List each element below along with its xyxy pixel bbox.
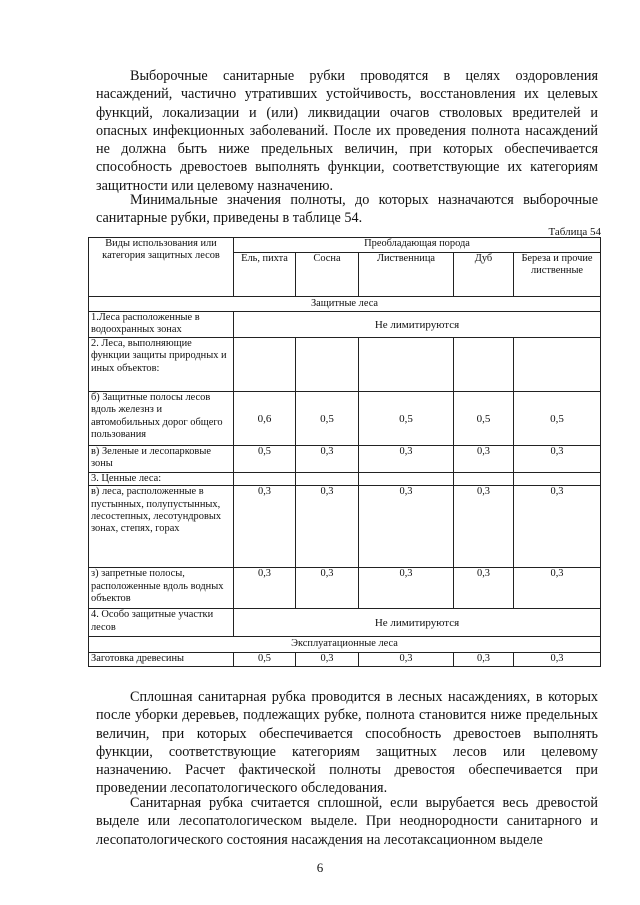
value-cell: 0,3 [296, 486, 359, 568]
table-row [89, 446, 601, 473]
table-row [89, 392, 601, 446]
value-cell: 0,3 [359, 446, 454, 473]
row-label-water-protection: 1.Леса расположенные в водоохранных зонах [89, 312, 234, 338]
row-label-road-strips: б) Защитные полосы лесов вдоль железнз и автомобильных дорог общего пользования [89, 392, 234, 446]
value-cell: 0,3 [296, 652, 359, 666]
value-cell: 0,3 [454, 568, 514, 609]
header-species-birch: Береза и прочие лиственные [514, 253, 601, 297]
value-cell: 0,6 [234, 392, 296, 446]
table-row [89, 312, 601, 338]
value-cell: 0,3 [454, 446, 514, 473]
value-cell: 0,5 [296, 392, 359, 446]
header-species-spruce: Ель, пихта [234, 253, 296, 297]
value-cell: 0,3 [514, 652, 601, 666]
row-label-valuable-forests: 3. Ценные леса: [89, 473, 234, 486]
header-species-pine: Сосна [296, 253, 359, 297]
row-label-timber-harvest: Заготовка древесины [89, 652, 234, 666]
table-row [89, 568, 601, 609]
value-cell: 0,5 [359, 392, 454, 446]
section-exploitation-forests: Эксплуатационные леса [89, 637, 601, 652]
row-label-protective-functions: 2. Леса, выполняющие функции защиты природных и иных объектов: [89, 338, 234, 392]
value-cell: 0,3 [359, 486, 454, 568]
paragraph-clear-felling: Сплошная санитарная рубка проводится в лесных насаждениях, в которых после уборки деревьев, подлежащих рубке, полнота становится ниже предельных величин, при которых обеспечивается способность древостоев выполнять функции, соответствующие категориям защитных лесов или целевому назначению. Расчет фактической полноты древостоя обеспечивается при проведении лесопатологического обследования. [96, 689, 598, 797]
value-cell: 0,3 [359, 568, 454, 609]
row-label-restricted-strips: з) запретные полосы, расположенные вдоль водных объектов [89, 568, 234, 609]
not-limited-water-protection: Не лимитируются [234, 312, 601, 338]
value-cell: 0,3 [454, 652, 514, 666]
value-cell: 0,5 [234, 652, 296, 666]
header-species-group: Преобладающая порода [234, 238, 601, 253]
paragraph-selective-felling: Выборочные санитарные рубки проводятся в целях оздоровления насаждений, частично утративших устойчивость, восстановления их целевых функций, локализации и (или) ликвидации очагов стволовых вредителей и опасных инфекционных заболеваний. После их проведения полнота насаждений не должна быть ниже предельных величин, при которых обеспечивается способность древостоев выполнять функции, соответствующие их категориям защитности или целевому назначению. [96, 68, 598, 194]
table-row [89, 473, 601, 486]
row-label-desert-zones: в) леса, расположенные в пустынных, полупустынных, лесостепных, лесотундровых зонах, степях, горах [89, 486, 234, 568]
table-row [89, 338, 601, 392]
value-cell: 0,3 [454, 486, 514, 568]
row-label-green-zones: в) Зеленые и лесопарковые зоны [89, 446, 234, 473]
value-cell: 0,5 [514, 392, 601, 446]
header-species-oak: Дуб [454, 253, 514, 297]
value-cell: 0,3 [296, 568, 359, 609]
value-cell: 0,3 [234, 486, 296, 568]
page-number: 6 [316, 860, 324, 875]
value-cell: 0,3 [296, 446, 359, 473]
table-caption: Таблица 54 [548, 226, 601, 238]
value-cell: 0,3 [514, 486, 601, 568]
value-cell: 0,3 [514, 568, 601, 609]
table-row [89, 609, 601, 637]
value-cell: 0,3 [234, 568, 296, 609]
paragraph-clear-felling-criteria: Санитарная рубка считается сплошной, если вырубается весь древостой выделе или лесопатологическом выделе. При неоднородности санитарного и лесопатологического состояния насаждения на лесотаксационном выделе [96, 795, 598, 848]
header-species-larch: Лиственница [359, 253, 454, 297]
value-cell: 0,3 [359, 652, 454, 666]
header-usage-category: Виды использования или категория защитных лесов [89, 238, 234, 297]
section-protective-forests: Защитные леса [89, 297, 601, 312]
table-row [89, 652, 601, 666]
paragraph-min-density: Минимальные значения полноты, до которых назначаются выборочные санитарные рубки, приведены в таблице 54. [96, 192, 598, 227]
value-cell: 0,3 [514, 446, 601, 473]
density-table [88, 237, 601, 667]
not-limited-special-areas: Не лимитируются [234, 609, 601, 637]
value-cell: 0,5 [234, 446, 296, 473]
value-cell: 0,5 [454, 392, 514, 446]
table-row [89, 486, 601, 568]
row-label-special-areas: 4. Особо защитные участки лесов [89, 609, 234, 637]
